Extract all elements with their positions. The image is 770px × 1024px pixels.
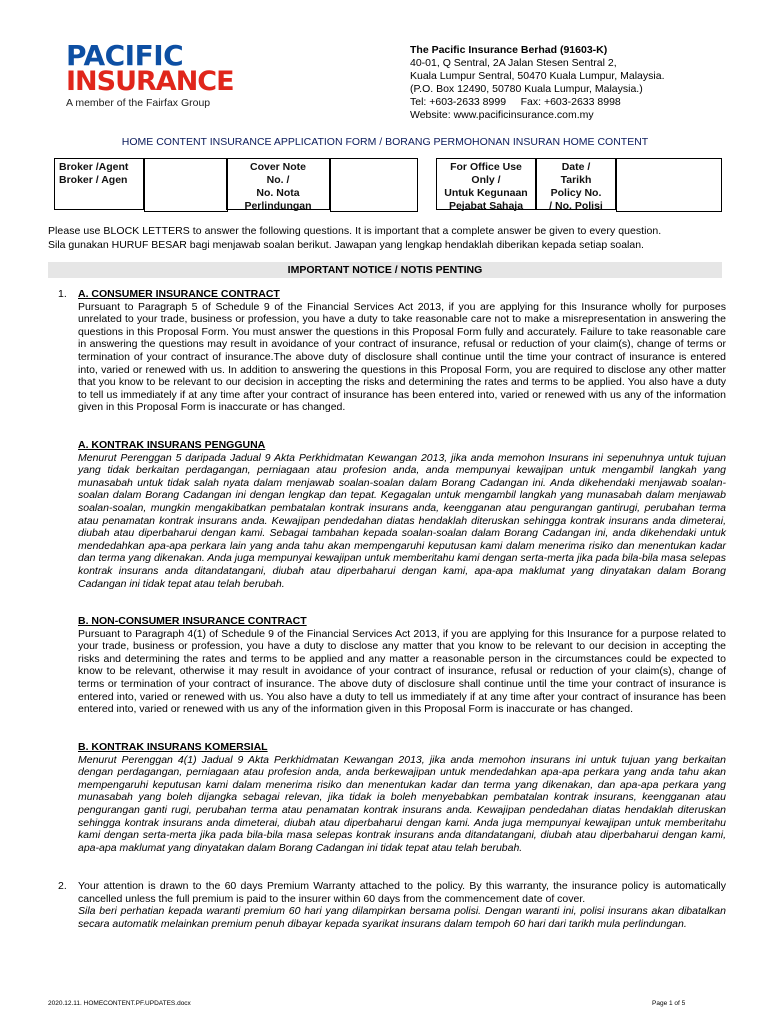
item-1-number: 1. xyxy=(58,288,67,300)
premium-warranty-section xyxy=(78,880,726,930)
company-name: The Pacific Insurance Berhad (91603-K) xyxy=(410,44,608,56)
company-address-block xyxy=(410,44,740,122)
non-consumer-contract-section xyxy=(78,615,726,716)
date-label-3: Policy No. xyxy=(550,187,602,199)
logo-line-2: INSURANCE xyxy=(66,66,234,97)
consumer-contract-text: Pursuant to Paragraph 5 of Schedule 9 of the Financial Services Act 2013, if you are applying for this Insurance wholly for purposes unrelated to your trade, business or profession, you have a duty to take reasonable care not to make a misrepresentation in answering the questions in this Proposal Form. You must answer the questions in this Proposal Form fully and accurately. Failure to take reasonable care in answering the questions may result in avoidance of your contract of insurance, refusal or reduction of your claim(s), change of terms or termination of your contract of insurance.The above duty of disclosure shall continue until the time your contract of insurance is entered into, varied or renewed with us. In addition to answering the questions in this Proposal Form, you are required to disclose any other matter that you know to be relevant to our decision in accepting the risks and determining the rates and terms to be applied. You also have a duty to tell us immediately if at any time after your contract of insurance has been entered into, varied or renewed with us any of the information given in this Proposal Form is inaccurate or has changed. xyxy=(78,300,726,414)
address-line-2: Kuala Lumpur Sentral, 50470 Kuala Lumpur, Malaysia. xyxy=(410,70,665,82)
broker-agent-field[interactable] xyxy=(144,158,228,212)
kontrak-pengguna-section xyxy=(78,439,726,590)
cover-label-2: No. / xyxy=(266,174,290,186)
important-notice-heading: IMPORTANT NOTICE / NOTIS PENTING xyxy=(48,262,722,278)
non-consumer-contract-text: Pursuant to Paragraph 4(1) of Schedule 9 of the Financial Services Act 2013, if you are applying for this Insurance for a purpose related to your trade, business or profession, you have a duty to disclose any matter that you know to be relevant to our decision in accepting the risks and determining the rates and terms to be applied and any matter a reasonable person in the circumstances could be expected to know to be relevant, otherwise it may result in avoidance of your contract of insurance, refusal or reduction of your claim(s), change of terms or termination of your contract of insurance. The above duty of disclosure shall continue until the time your contract of insurance is entered into, varied or renewed with us. You also have a duty to tell us immediately if at any time after your contract of insurance has been entered into, varied or renewed with us any of the information given in this Proposal Form is inaccurate or has changed. xyxy=(78,627,726,716)
logo-tagline: A member of the Fairfax Group xyxy=(66,97,211,109)
office-label-2: Only / xyxy=(471,174,501,186)
phone-fax: Tel: +603-2633 8999 Fax: +603-2633 8998 xyxy=(410,96,621,108)
cover-note-field[interactable] xyxy=(330,158,418,212)
office-label-1: For Office Use xyxy=(450,161,522,173)
address-line-3: (P.O. Box 12490, 50780 Kuala Lumpur, Malaysia.) xyxy=(410,83,643,95)
instructions xyxy=(48,224,728,252)
kontrak-komersial-heading: B. KONTRAK INSURANS KOMERSIAL xyxy=(78,741,268,753)
website: Website: www.pacificinsurance.com.my xyxy=(410,109,594,121)
footer-page-number: Page 1 of 5 xyxy=(652,1000,686,1007)
pacific-insurance-logo xyxy=(66,39,234,109)
date-label-2: Tarikh xyxy=(560,174,592,186)
premium-warranty-ms: Sila beri perhatian kepada waranti premium 60 hari yang dilampirkan bersama polisi. Dengan waranti ini, polisi insurans akan dibatalkan secara automatik melainkan premium penuh dibayar kepada syarikat insurans dalam tempoh 60 hari dari tarikh mula perlindungan. xyxy=(78,905,726,930)
date-label-4: / No. Polisi xyxy=(549,200,603,212)
cover-note-label xyxy=(226,158,330,210)
logo-line-1: PACIFIC xyxy=(66,39,184,72)
broker-agent-label xyxy=(54,158,144,210)
kontrak-komersial-text: Menurut Perenggan 4(1) Jadual 9 Akta Perkhidmatan Kewangan 2013, jika anda memohon insurans ini untuk tujuan yang berkaitan dengan perdagangan, perniagaan atau profesion anda, anda berkewajipan untuk mendedahkan apa-apa perkara yang anda tahu akan mempengaruhi keputusan kami dalam menerima risiko dan menentukan kadar dan terma yang dikenakan, dan apa-apa perkara yang munasabah yang boleh dijangka sebagai relevan, jika tidak ia boleh menyebabkan pembatalan kontrak insurans, keengganan atau pengurangan ganti rugi, perubahan terma atau penamatan kontrak insurans anda. Kewajipan pendedahan diatas hendaklah diteruskan sehingga kontrak insurans anda dimeterai, diubah atau diperbaharui dengan kami. Anda juga mempunyai kewajipan untuk memberitahu kami dengan serta-merta jika pada bila-bila masa selepas kontrak insurans anda ditandatangani, diubah atau diperbaharui dengan kami, apa-apa maklumat yang dinyatakan dalam Borang Cadangan ini tidak tepat atau telah berubah. xyxy=(78,753,726,854)
non-consumer-contract-heading: B. NON-CONSUMER INSURANCE CONTRACT xyxy=(78,615,307,627)
date-policy-label xyxy=(536,158,616,210)
address-line-1: 40-01, Q Sentral, 2A Jalan Stesen Sentral 2, xyxy=(410,57,617,69)
kontrak-pengguna-heading: A. KONTRAK INSURANS PENGGUNA xyxy=(78,439,266,451)
premium-warranty-en: Your attention is drawn to the 60 days Premium Warranty attached to the policy. By this warranty, the insurance policy is automatically cancelled unless the full premium is paid to the insurer within 60 days from the commencement date of cover. xyxy=(78,880,726,905)
broker-label-ms: Broker / Agen xyxy=(59,174,128,186)
cover-label-4: Perlindungan xyxy=(244,200,312,212)
form-title: HOME CONTENT INSURANCE APPLICATION FORM / BORANG PERMOHONAN INSURAN HOME CONTENT xyxy=(121,136,649,148)
office-label-4: Pejabat Sahaja xyxy=(448,200,524,212)
kontrak-komersial-section xyxy=(78,741,726,854)
consumer-contract-section xyxy=(78,288,726,414)
office-label-3: Untuk Kegunaan xyxy=(444,187,528,199)
date-policy-field[interactable] xyxy=(616,158,722,212)
date-label-1: Date / xyxy=(561,161,591,173)
cover-label-3: No. Nota xyxy=(256,187,300,199)
kontrak-pengguna-text: Menurut Perenggan 5 daripada Jadual 9 Akta Perkhidmatan Kewangan 2013, jika anda memohon Insurans ini sepenuhnya untuk tujuan yang tidak berkaitan perdagangan, perniagaan atau profesion anda, anda mempunyai kewajipan untuk mengambil langkah yang munasabah untuk tidak salah nyata dalam menjawab soalan-soalan dalam Borang Cadangan ini. Anda dikehendaki menjawab soalan-soalan dalam Borang Cadangan ini dengan lengkap dan tepat. Kegagalan untuk mengambil langkah yang munasabah dalam menjawab soalan-soalan, mungkin mengakibatkan pembatalan kontrak insurans anda, keengganan atau pengurangan gantirugi, perubahan terma atau penamatan kontrak insurans anda. Kewajipan pendedahan diatas hendaklah diteruskan sehingga kontrak insurans anda dimeterai, diubah atau diperbaharui dengan kami. Sebagai tambahan kepada soalan-soalan dalam Borang Cadangan ini, anda dikehendaki untuk mendedahkan apa-apa perkara lain yang anda tahu akan mempengaruhi keputusan kami dalam menerima risiko dan menentukan kadar dan terma yang dikenakan. Anda juga mempunyai kewajipan untuk memberitahu kami dengan serta-merta jika pada bila-bila masa selepas kontrak insurans anda ditandatangani, diubah atau diperbaharui dengan kami, apa-apa maklumat yang dinyatakan dalam Borang Cadangan ini tidak tepat atau telah berubah. xyxy=(78,451,726,590)
consumer-contract-heading: A. CONSUMER INSURANCE CONTRACT xyxy=(78,288,280,300)
instructions-ms: Sila gunakan HURUF BESAR bagi menjawab soalan berikut. Jawapan yang lengkap hendaklah diberikan kepada setiap soalan. xyxy=(48,239,644,251)
item-2-number: 2. xyxy=(58,880,67,892)
office-use-label xyxy=(436,158,536,210)
footer-filename: 2020.12.11. HOMECONTENT.PF.UPDATES.docx xyxy=(48,1000,191,1007)
instructions-en: Please use BLOCK LETTERS to answer the following questions. It is important that a complete answer be given to every question. xyxy=(48,225,662,237)
cover-label-1: Cover Note xyxy=(249,161,306,173)
broker-label-en: Broker /Agent xyxy=(59,161,129,173)
